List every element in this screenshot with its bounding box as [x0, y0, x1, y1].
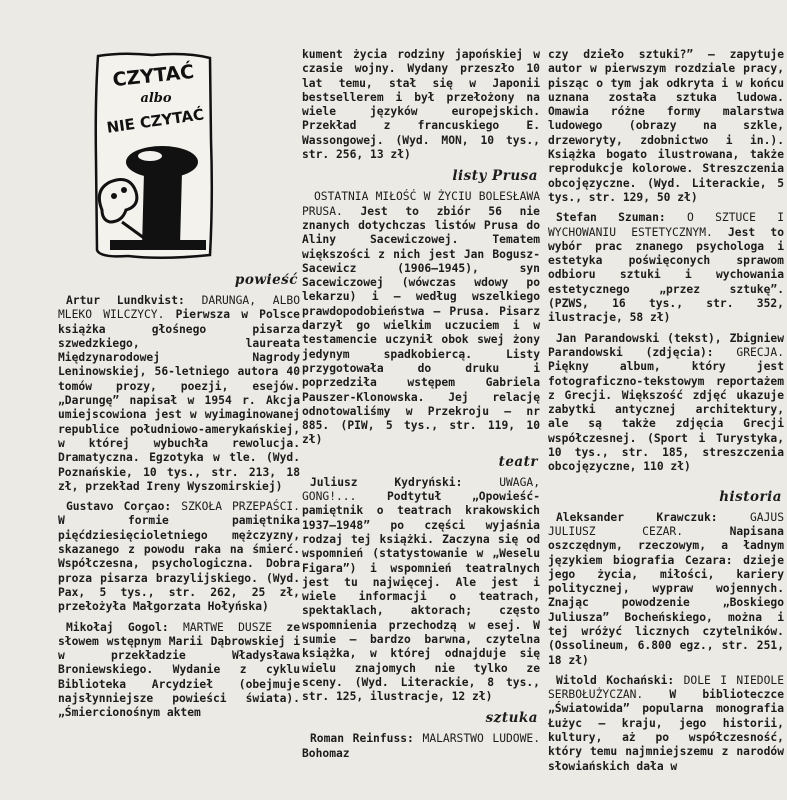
review-continuation	[548, 48, 784, 205]
review-lundkvist	[58, 294, 300, 494]
review-body: czy dzieło sztuki?” — zapytuje autor w pierwszym rozdziale pracy, pisząc o tym jak odkryta i w końcu uznana została sztuka ludowa. Omawia różne formy malarstwa ludowego (obrazy na szkle, drzeworyty, zdobnictwo i in.). Książka bogato ilustrowana, także reprodukcje kolorowe. Streszczenia obcojęzyczne. (Wyd. Literackie, 5 tys., str. 129, 50 zł)	[548, 48, 784, 204]
review-title: DOLE I NIEDOLE SERBOŁUŻYCZAN.	[548, 673, 784, 702]
review-body: Podtytuł „Opowieść-pamiętnik o teatrach krakowskich 1937—1948” po części wyjaśnia rodzaj tej książki. Zaczyna się od wspomnień (statystowanie w „Weselu Figara”) i wspomnień teatralnych jest tu najwięcej. Ale jest i wiele informacji o teatrach, spektaklach, aktorach; często wspomnienia przechodzą w esej. W sumie — bardzo barwna, czytelna książka, w której odnajduje się wielu znajomych nie tylko ze sceny. (Wyd. Literackie, 8 tys., str. 125, ilustracje, 12 zł)	[302, 490, 540, 704]
logo-line1: CZYTAĆ	[111, 60, 196, 92]
review-body: Jest to zbiór 56 nie znanych dotychczas listów Prusa do Aliny Sacewiczowej. Tematem większości z nich jest Jan Bogusz-Sacewicz (1906—1945), syn Sacewiczowej (wówczas wdowy po lekarzu) i — według wszelkiego prawdopodobieństwa — Prusa. Pisarz darzył go wielkim uczuciem i w testamencie uczynił obok swej żony jedynym spadkobiercą. Listy przygotowała do druku i poprzedziła wstępem Gabriela Pauszer-Klonowska. Jej relację odnotowaliśmy w Przekroju — nr 885. (PIW, 5 tys., str. 119, 10 zł)	[302, 204, 540, 447]
section-historia: historia	[719, 488, 782, 505]
review-prus	[302, 190, 540, 447]
review-gogol	[58, 621, 300, 721]
review-body: W formie pamiętnika pięćdziesięcioletniego mężczyzny, skazanego z powodu raka na śmierć. Współczesna, psychologiczna. Dobra proza pisarza brazylijskiego. (Wyd. Pax, 5 tys., str. 262, 25 zł, przełożyła Małgorzata Hołyńska)	[58, 514, 300, 614]
section-powiesc: powieść	[234, 272, 298, 288]
review-author: Gustavo Corçao:	[66, 500, 172, 514]
logo-palette-dot	[111, 193, 117, 199]
review-title: MALARSTWO LUDOWE.	[422, 732, 540, 746]
review-author: Mikołaj Gogol:	[66, 620, 169, 634]
review-body: ze słowem wstępnym Marii Dąbrowskiej i w przekładzie Władysława Broniewskiego. Wydanie z cyklu Biblioteka Arcydzieł (obejmuje najsłynniejsze powieści świata). „Śmiercionośnym aktem	[58, 620, 301, 720]
review-author: Aleksander Krawczuk:	[556, 510, 718, 524]
section-sztuka: sztuka	[485, 710, 538, 727]
review-title: SZKOŁA PRZEPAŚCI.	[181, 500, 300, 514]
review-body: Pierwsza w Polsce książka głośnego pisarza szwedzkiego, laureata Międzynarodowej Nagrody Leninowskiej, 56-letniego autora 40 tomów prozy, poezji, esejów. „Darungę” napisał w 1954 r. Akcja umiejscowiona jest w wyimaginowanej republice południowo-amerykańskiej, w której wybuchła rewolucja. Dramatyczna. Egzotyka w tle. (Wyd. Poznańskie, 10 tys., str. 213, 18 zł, przekład Ireny Wyszomirskiej)	[58, 308, 300, 493]
review-title: UWAGA, GONG!...	[302, 475, 540, 504]
review-body: W biblioteczce „Światowida” popularna monografia Łużyc — kraju, jego historii, kultury, aż po współczesność, który temu najmniejszemu z narodów słowiańskich dała w	[548, 688, 784, 773]
logo-line2: albo	[140, 91, 172, 106]
review-title: GRECJA.	[736, 345, 784, 359]
review-reinfuss	[302, 732, 540, 761]
review-title: OSTATNIA MIŁOŚĆ W ŻYCIU BOLESŁAWA PRUSA.	[302, 190, 540, 218]
column-2	[302, 48, 540, 767]
logo-cap-highlight	[138, 151, 162, 161]
review-author: Juliusz Kydryński:	[310, 475, 463, 489]
review-author: Witold Kochański:	[556, 673, 675, 687]
review-continuation	[302, 48, 540, 162]
review-parandowski	[548, 332, 784, 475]
logo-base	[110, 240, 206, 250]
review-szuman	[548, 211, 784, 325]
review-title: DARUNGA, ALBO MLEKO WILCZYCY.	[58, 294, 300, 322]
review-body: kument życia rodziny japońskiej w czasie wojny. Wydany przeszło 10 lat temu, stał się w Japonii bestsellerem i był przełożony na wiele języków europejskich. Przekład z francuskiego E. Wassongowej. (Wyd. MON, 10 tys., str. 256, 13 zł)	[302, 48, 540, 162]
column-3	[548, 48, 784, 780]
review-body: Jest to wybór prac znanego psychologa i estetyka poświęconych sprawom odbioru sztuki i wychowania estetycznego „przez sztukę”. (PZWS, 16 tys., str. 352, ilustracje, 58 zł)	[548, 225, 784, 325]
review-body: Piękny album, który jest fotograficzno-tekstowym reportażem z Grecji. Większość zdjęć ukazuje zabytki antycznej architektury, ale są także zdjęcia Grecji współczesnej. (Sport i Turystyka, 10 tys., str. 185, streszczenia obcojęzyczne, 110 zł)	[548, 360, 784, 474]
section-listy-prusa: listy Prusa	[452, 168, 538, 185]
logo-stem	[142, 172, 182, 248]
review-kydrynski	[302, 476, 540, 705]
review-author: Jan Parandowski (tekst), Zbigniew Parandowski (zdjęcia):	[548, 331, 784, 359]
review-kochanski	[548, 674, 784, 774]
review-title: GAJUS JULIUSZ CEZAR.	[548, 510, 784, 538]
column-1	[58, 266, 300, 727]
review-body: Napisana oszczędnym, rzeczowym, a ładnym językiem biografia Cezara: dzieje jego życia, miłości, kariery politycznej, wypraw wojennych. Znając powodzenie „Boskiego Juliusza” Bocheńskiego, można i tej wróżyć licznych czytelników. (Ossolineum, 6.800 egz., str. 251, 18 zł)	[548, 524, 784, 667]
review-title: O SZTUCE I WYCHOWANIU ESTETYCZNYM.	[548, 211, 785, 239]
review-author: Roman Reinfuss:	[310, 732, 414, 746]
review-author: Artur Lundkvist:	[66, 294, 185, 307]
review-krawczuk	[548, 511, 784, 668]
section-teatr: teatr	[498, 453, 538, 470]
review-author: Stefan Szuman:	[556, 211, 666, 225]
review-title: MARTWE DUSZE	[183, 620, 273, 634]
review-corcao	[58, 500, 300, 614]
logo-palette-dot	[121, 187, 127, 193]
review-body: Bohomaz	[302, 746, 350, 760]
czytac-albo-nie-czytac-logo	[92, 50, 216, 262]
logo-line3: NIE CZYTAĆ	[105, 105, 206, 137]
